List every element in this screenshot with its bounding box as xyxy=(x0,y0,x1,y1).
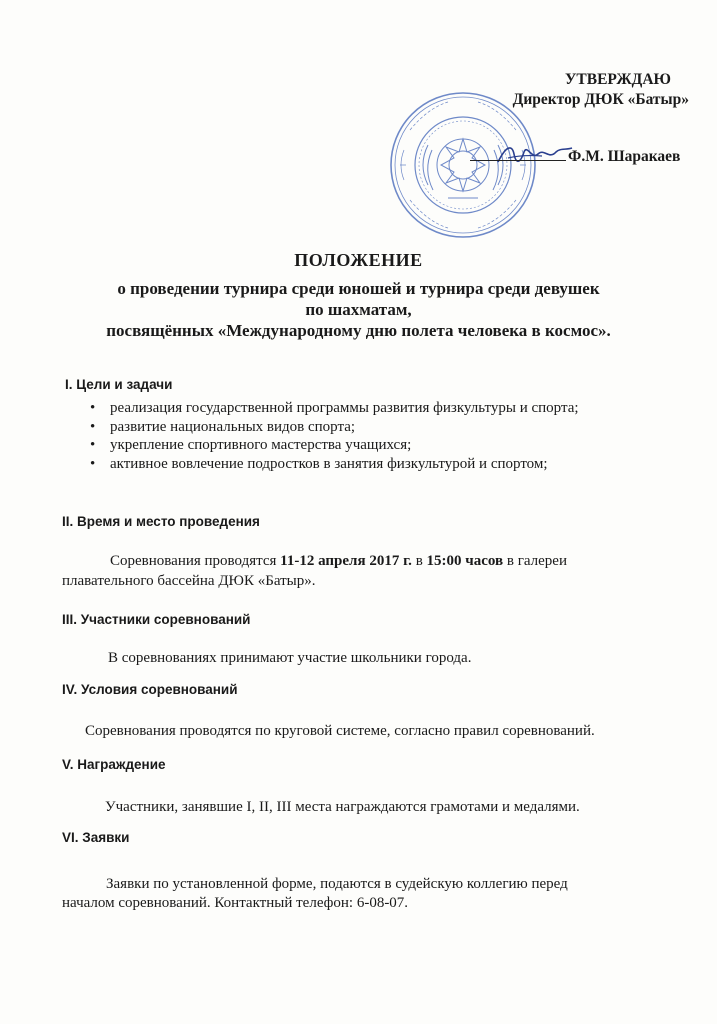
list-item xyxy=(88,418,579,437)
document-heading: ПОЛОЖЕНИЕ xyxy=(294,250,423,270)
section-heading-time-place: II. Время и место проведения xyxy=(62,514,260,529)
title-line-1: о проведении турнира среди юношей и турнира среди девушек xyxy=(117,279,600,298)
event-date: 11-12 апреля 2017 г. xyxy=(280,553,412,569)
bullet-icon: • xyxy=(90,400,96,416)
applications-text-line-2: началом соревнований. Контактный телефон: 6-08-07. xyxy=(62,895,409,911)
section-heading-goals: I. Цели и задачи xyxy=(65,377,173,392)
signature-row xyxy=(470,146,680,166)
list-item-text: развитие национальных видов спорта; xyxy=(110,418,356,435)
list-item xyxy=(88,399,579,418)
section-heading-applications: VI. Заявки xyxy=(62,830,130,845)
text-fragment: в xyxy=(411,553,427,569)
section-heading-awards: V. Награждение xyxy=(62,757,166,772)
signer-name: Ф.М. Шаракаев xyxy=(568,148,681,165)
title-line-2: по шахматам, xyxy=(305,300,412,319)
list-item-text: реализация государственной программы развития физкультуры и спорта; xyxy=(110,400,579,416)
event-time: 15:00 часов xyxy=(426,553,504,569)
participants-text: В соревнованиях принимают участие школьники города. xyxy=(108,650,472,666)
list-item xyxy=(88,436,579,455)
awards-text: Участники, занявшие I, II, III места награждаются грамотами и медалями. xyxy=(105,799,580,815)
approval-label: УТВЕРЖДАЮ xyxy=(565,71,671,88)
conditions-text: Соревнования проводятся по круговой системе, согласно правил соревнований. xyxy=(85,723,595,739)
text-fragment: Соревнования проводятся xyxy=(110,553,281,569)
time-place-text-line-2: плавательного бассейна ДЮК «Батыр». xyxy=(62,573,316,589)
director-title: Директор ДЮК «Батыр» xyxy=(512,91,689,108)
title-line-3: посвящённых «Международному дню полета человека в космос». xyxy=(106,321,611,340)
time-place-text xyxy=(110,552,567,570)
bullet-icon: • xyxy=(90,437,96,453)
bullet-icon: • xyxy=(90,418,96,435)
list-item xyxy=(88,455,579,474)
text-fragment: в галереи xyxy=(503,553,567,569)
section-heading-participants: III. Участники соревнований xyxy=(62,612,251,627)
list-item-text: укрепление спортивного мастерства учащихся; xyxy=(110,437,412,453)
bullet-icon: • xyxy=(90,455,96,472)
list-item-text: активное вовлечение подростков в занятия физкультурой и спортом; xyxy=(110,455,548,472)
approval-block xyxy=(513,70,689,110)
goals-list xyxy=(88,399,579,473)
signature-line xyxy=(470,146,566,161)
applications-text-line-1: Заявки по установленной форме, подаются в судейскую коллегию перед xyxy=(106,876,568,892)
section-heading-conditions: IV. Условия соревнований xyxy=(62,682,238,697)
